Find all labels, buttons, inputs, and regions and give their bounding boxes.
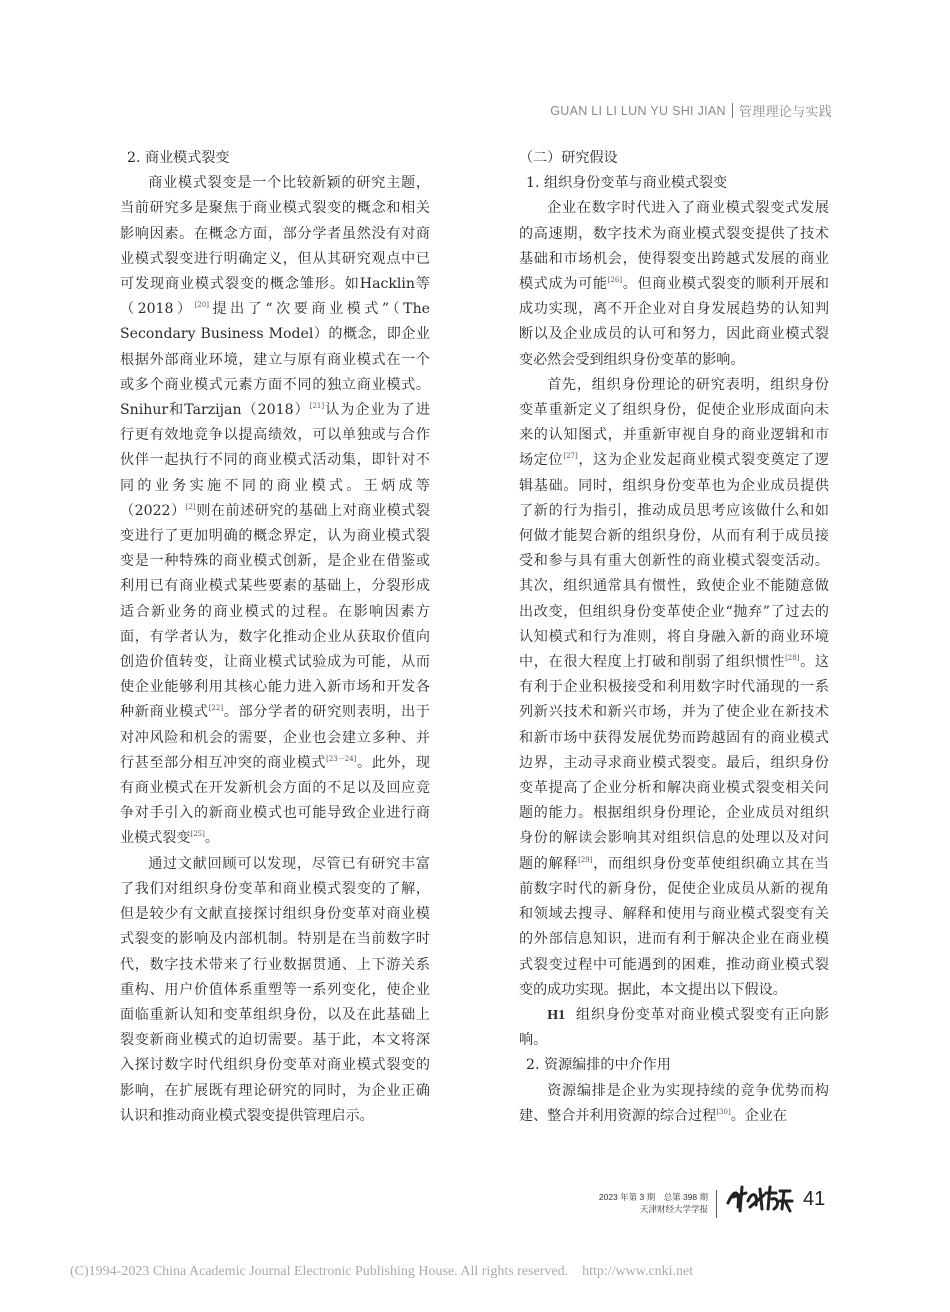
header-title: 管理理论与实践 [738,104,832,119]
paragraph-argument: 首先，组织身份理论的研究表明，组织身份变革重新定义了组织身份，促使企业形成面向未来的认知图式，并重新审视自身的商业逻辑和市场定位[27]，这为企业发起商业模式裂变奠定了逻辑基础。同时，组织身份变革也为企业成员提供了新的行为指引，推动成员思考应该做什么和如何做才能契合新的组织身份，从而有利于成员接受和参与具有重大创新性的商业模式裂变活动。其次，组织通常具有惯性，致使企业不能随意做出改变，但组织身份变革使企业“抛弃”了过去的认知模式和行为准则，将自身融入新的商业环境中，在很大程度上打破和削弱了组织惯性[28]。这有利于企业积极接受和利用数字时代涌现的一系列新兴技术和新兴市场，并为了使企业在新技术和新市场中获得发展优势而跨越固有的商业模式边界，主动寻求商业模式裂变。最后，组织身份变革提高了企业分析和解决商业模式裂变相关问题的能力。根据组织身份理论，企业成员对组织身份的解读会影响其对组织信息的处理以及对问题的解释[29]，而组织身份变革使组织确立其在当前数字时代的新身份，促使企业成员从新的视角和领域去搜寻、解释和使用与商业模式裂变有关的外部信息知识，进而有利于解决企业在商业模式裂变过程中可能遇到的困难，推动商业模式裂变的成功实现。据此，本文提出以下假设。 [519,376,829,998]
footer-divider [716,1190,717,1218]
hypothesis-label: H1 [547,1006,566,1023]
issue-info [596,1191,708,1215]
citation[interactable]: [23－24] [326,754,357,763]
subsection-heading-business-model-fission: 2. 商业模式裂变 [127,150,230,166]
citation[interactable]: [21] [309,402,325,411]
page-number: 41 [803,1188,826,1210]
journal-name: 天津财经大学学报 [639,1204,708,1214]
hypothesis-h1: H1 组织身份变革对商业模式裂变有正向影响。 [519,1006,829,1049]
header-pinyin: GUAN LI LI LUN YU SHI JIAN [550,103,726,118]
left-column [120,146,430,1129]
paragraph-resource-orchestration: 资源编排是企业为实现持续的竞争优势而构建、整合并利用资源的综合过程[30]。企业在 [519,1082,829,1124]
journal-logo [724,1183,794,1215]
section-heading-hypotheses: （二）研究假设 [519,150,618,166]
citation[interactable]: [28] [785,654,800,663]
citation[interactable]: [30] [716,1107,731,1116]
citation[interactable]: [20] [194,301,210,310]
citation[interactable]: [25] [190,830,205,839]
subsection-heading-resource-orchestration: 2. 资源编排的中介作用 [526,1057,671,1074]
citation[interactable]: [26] [607,276,623,285]
copyright-text: (C)1994-2023 China Academic Journal Electronic Publishing House. All rights reserved. [70,1264,569,1279]
subsection-heading-identity-change: 1. 组织身份变革与商业模式裂变 [526,175,728,192]
citation[interactable]: [22] [208,704,224,713]
paragraph-concept-review: 商业模式裂变是一个比较新颖的研究主题，当前研究多是聚焦于商业模式裂变的概念和相关影响因素。在概念方面，部分学者虽然没有对商业模式裂变进行明确定义，但从其研究观点中已可发现商业模式裂变的概念雏形。如Hacklin等（2018）[20]提出了“次要商业模式”（The Secondary Business Model）的概念，即企业根据外部商业环境，建立与原有商业模式在一个或多个商业模式元素方面不同的独立商业模式。Snihur和Tarzijan（2018）[21]认为企业为了进行更有效地竞争以提高绩效，可以单独或与合作伙伴一起执行不同的商业模式活动集，即针对不同的业务实施不同的商业模式。王炳成等（2022）[2]则在前述研究的基础上对商业模式裂变进行了更加明确的概念界定，认为商业模式裂变是一种特殊的商业模式创新，是企业在借鉴或利用已有商业模式某些要素的基础上，分裂形成适合新业务的商业模式的过程。在影响因素方面，有学者认为，数字化推动企业从获取价值向创造价值转变，让商业模式试验成为可能，从而使企业能够利用其核心能力进入新市场和开发各种新商业模式[22]。部分学者的研究则表明，出于对冲风险和机会的需要，企业也会建立多种、并行甚至部分相互冲突的商业模式[23－24]。此外，现有商业模式在开发新机会方面的不足以及回应竞争对手引入的新商业模式也可能导致企业进行商业模式裂变[25]。 [120,175,431,847]
cnki-link[interactable]: http://www.cnki.net [582,1264,694,1279]
copyright-notice [70,1264,693,1280]
citation[interactable]: [29] [578,855,593,864]
citation[interactable]: [2] [185,502,196,511]
right-column [519,146,829,1129]
paragraph-literature-summary: 通过文献回顾可以发现，尽管已有研究丰富了我们对组织身份变革和商业模式裂变的了解，但是较少有文献直接探讨组织身份变革对商业模式裂变的影响及内部机制。特别是在当前数字时代，数字技术带来了行业数据贯通、上下游关系重构、用户价值体系重塑等一系列变化，使企业面临重新认知和变革组织身份，以及在此基础上裂变新商业模式的迫切需要。基于此，本文将深入探讨数字时代组织身份变革对商业模式裂变的影响，在扩展既有理论研究的同时，为企业正确认识和推动商业模式裂变提供管理启示。 [120,855,430,1124]
running-header [550,101,832,120]
issue-number: 2023 年第 3 期 总第 398 期 [598,1192,708,1202]
paragraph-digital-era: 企业在数字时代进入了商业模式裂变式发展的高速期，数字技术为商业模式裂变提供了技术基础和市场机会，使得裂变出跨越式发展的商业模式成为可能[26]。但商业模式裂变的顺利开展和成功实现，离不开企业对自身发展趋势的认知判断以及企业成员的认可和努力，因此商业模式裂变必然会受到组织身份变革的影响。 [519,200,829,368]
citation[interactable]: [27] [563,452,578,461]
header-divider [732,103,733,118]
